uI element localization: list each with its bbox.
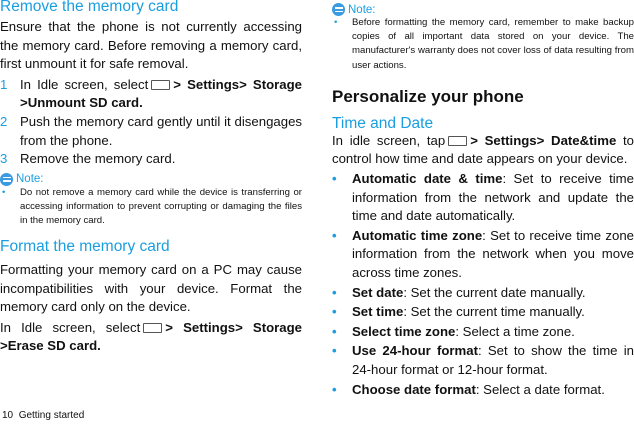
setting-item xyxy=(332,323,634,342)
note-icon xyxy=(332,3,345,16)
setting-item xyxy=(332,170,634,226)
step-1 xyxy=(0,76,302,113)
setting-item xyxy=(332,227,634,283)
setting-item xyxy=(332,303,634,322)
step-3 xyxy=(0,150,302,169)
note-text: • Do not remove a memory card while the device is transferring or accessing information to prevent corrupting or damaging the files in the memory card. xyxy=(2,186,302,227)
heading-remove-memory-card: Remove the memory card xyxy=(0,0,179,15)
setting-desc: : Select a date format. xyxy=(475,381,605,397)
step-text: Remove the memory card. xyxy=(20,151,176,167)
note-text: • Before formatting the memory card, remember to make backup copies of all important data stored on your device. The manufacturer's warranty does not cover loss of data resulting from user actions. xyxy=(334,17,634,71)
format-instructions xyxy=(0,319,302,356)
note-icon xyxy=(0,173,13,186)
instr-path: > Settings> Storage >Erase SD card. xyxy=(0,319,302,354)
note-label: Note: xyxy=(348,3,376,16)
setting-name: Use 24-hour format xyxy=(352,343,478,359)
setting-name: Select time zone xyxy=(352,323,456,339)
menu-key-icon xyxy=(143,323,162,333)
setting-item xyxy=(332,381,634,400)
setting-desc: : Select a time zone. xyxy=(455,323,575,339)
bullet-icon: • xyxy=(332,381,337,397)
intro-text: to control how time and date appears on your device. xyxy=(332,132,634,167)
bullet-icon: • xyxy=(332,304,337,320)
step-path: > Settings> Storage >Unmount SD card. xyxy=(20,76,302,111)
time-date-intro xyxy=(332,132,634,169)
page-title: Personalize your phone xyxy=(332,86,524,106)
step-text: Push the memory card gently until it disengages from the phone. xyxy=(20,113,302,148)
footer-section: Getting started xyxy=(18,410,85,421)
heading-format-memory-card: Format the memory card xyxy=(0,238,170,255)
left-column xyxy=(0,18,302,228)
step-number: 1 xyxy=(0,76,8,92)
format-para: Formatting your memory card on a PC may cause incompatibilities with your device. Format the memory card only on the device. xyxy=(0,262,302,315)
step-number: 3 xyxy=(0,151,8,167)
setting-name: Automatic date & time xyxy=(352,171,503,186)
note-header xyxy=(332,3,634,16)
footer xyxy=(2,410,84,421)
settings-list xyxy=(332,170,634,399)
setting-name: Set date xyxy=(352,284,404,300)
intro-text: In idle screen, tap xyxy=(332,132,446,148)
setting-name: Automatic time zone xyxy=(352,227,483,243)
note-header xyxy=(0,173,302,186)
bullet-icon: • xyxy=(332,343,337,359)
setting-desc: : Set the current date manually. xyxy=(403,284,586,300)
menu-key-icon xyxy=(151,80,170,90)
setting-item xyxy=(332,342,634,379)
menu-key-icon xyxy=(448,136,467,146)
setting-desc: : Set to receive time zone information from the network when you move across time zones. xyxy=(352,227,634,280)
step-number: 2 xyxy=(0,113,8,129)
setting-desc: : Set the current time manually. xyxy=(403,304,585,320)
intro-path: > Settings> Date&time xyxy=(470,132,617,148)
note-label: Note: xyxy=(16,173,44,186)
setting-item xyxy=(332,284,634,303)
bullet-icon: • xyxy=(332,284,337,300)
note-body: Do not remove a memory card while the device is transferring or accessing information to prevent corrupting or damaging the files in the memory card. xyxy=(20,186,302,227)
setting-name: Set time xyxy=(352,304,404,320)
bullet-icon: • xyxy=(332,171,337,186)
setting-desc: : Set to receive time information from the network and update the time and date automatically. xyxy=(352,171,634,224)
page-number: 10 xyxy=(2,410,14,421)
step-text: In Idle screen, select xyxy=(20,76,149,92)
step-2 xyxy=(0,113,302,150)
format-section xyxy=(0,261,302,356)
heading-time-and-date: Time and Date xyxy=(332,114,434,132)
setting-name: Choose date format xyxy=(352,381,476,397)
bullet-icon: • xyxy=(332,227,337,243)
setting-desc: : Set to show the time in 24-hour format or 12-hour format. xyxy=(352,343,634,377)
note-body: Before formatting the memory card, remember to make backup copies of all important data stored on your device. The manufacturer's warranty does not cover loss of data resulting from user actions. xyxy=(352,17,634,71)
remove-intro: Ensure that the phone is not currently accessing the memory card. Before removing a memory card, first unmount it for safe removal. xyxy=(0,19,302,72)
right-column xyxy=(332,3,634,399)
instr-text: In Idle screen, select xyxy=(0,319,141,335)
bullet-icon: • xyxy=(332,323,337,339)
